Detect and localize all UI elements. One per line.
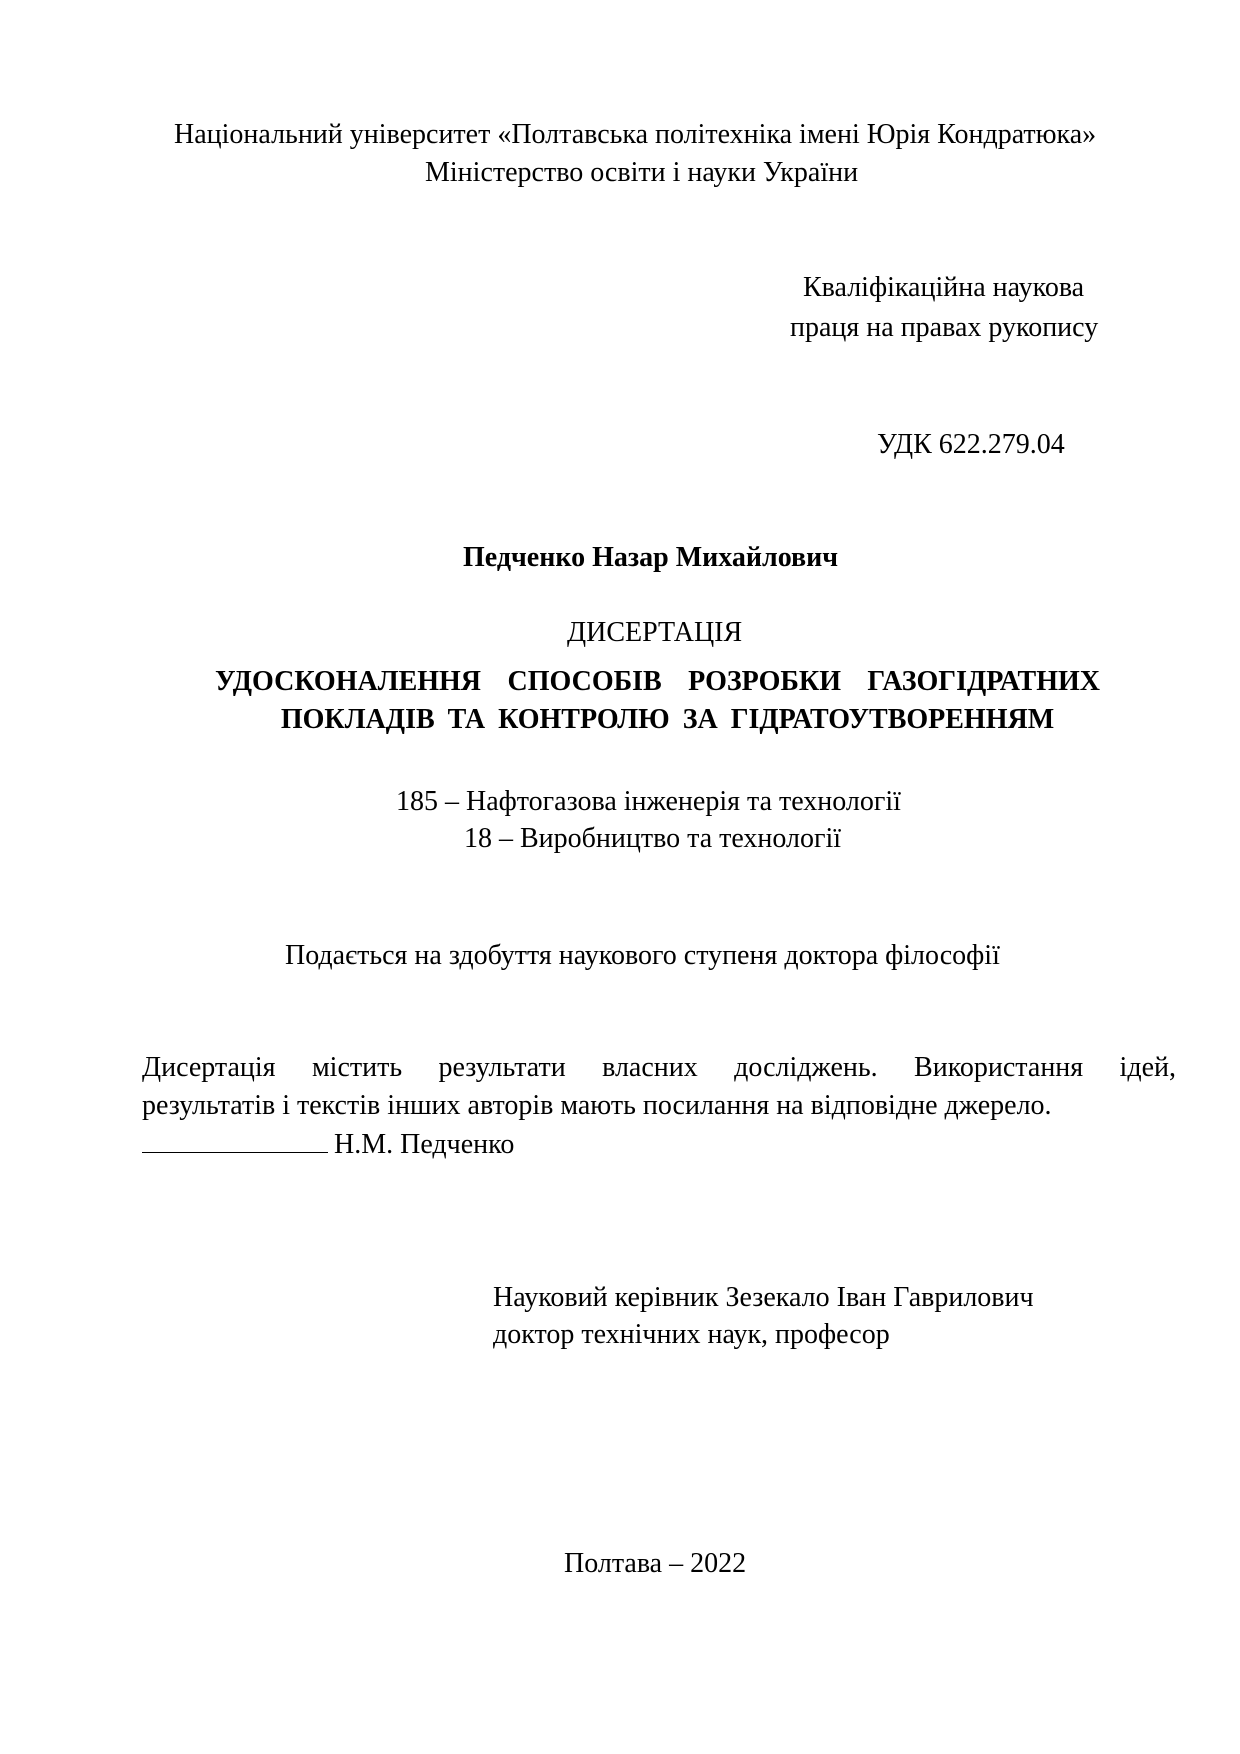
title-line-1: УДОСКОНАЛЕННЯ СПОСОБІВ РОЗРОБКИ ГАЗОГІДРАТНИХ [215,666,1100,697]
declaration-line-2: результатів і текстів інших авторів мають посилання на відповідне джерело. [142,1090,1052,1121]
signature-line [142,1126,328,1153]
supervisor-line-1: Науковий керівник Зезекало Іван Гаврилович [493,1282,1034,1313]
signature-block [142,1126,514,1164]
declaration-line-1: Дисертація містить результати власних досліджень. Використання ідей, [142,1052,1176,1083]
document-type: ДИСЕРТАЦІЯ [567,617,743,648]
supervisor-line-2: доктор технічних наук, професор [493,1319,890,1350]
city-year: Полтава – 2022 [564,1548,747,1579]
qualification-line-1: Кваліфікаційна наукова [803,272,1085,303]
specialty-line-1: 185 – Нафтогазова інженерія та технології [396,786,901,817]
ministry-name: Міністерство освіти і науки України [425,157,859,188]
dissertation-title [215,663,1100,739]
title-line-2: ПОКЛАДІВ ТА КОНТРОЛЮ ЗА ГІДРАТОУТВОРЕННЯМ [280,704,1055,735]
udk-code: УДК 622.279.04 [877,429,1065,460]
originality-declaration [142,1049,1176,1125]
author-name: Педченко Назар Михайлович [463,542,839,573]
degree-statement: Подається на здобуття наукового ступеня доктора філософії [285,940,1000,971]
university-name: Національний університет «Полтавська політехніка імені Юрія Кондратюка» [174,119,1097,150]
qualification-line-2: праця на правах рукопису [790,312,1099,343]
specialty-line-2: 18 – Виробництво та технології [464,823,842,854]
signature-name: Н.М. Педченко [334,1129,515,1160]
